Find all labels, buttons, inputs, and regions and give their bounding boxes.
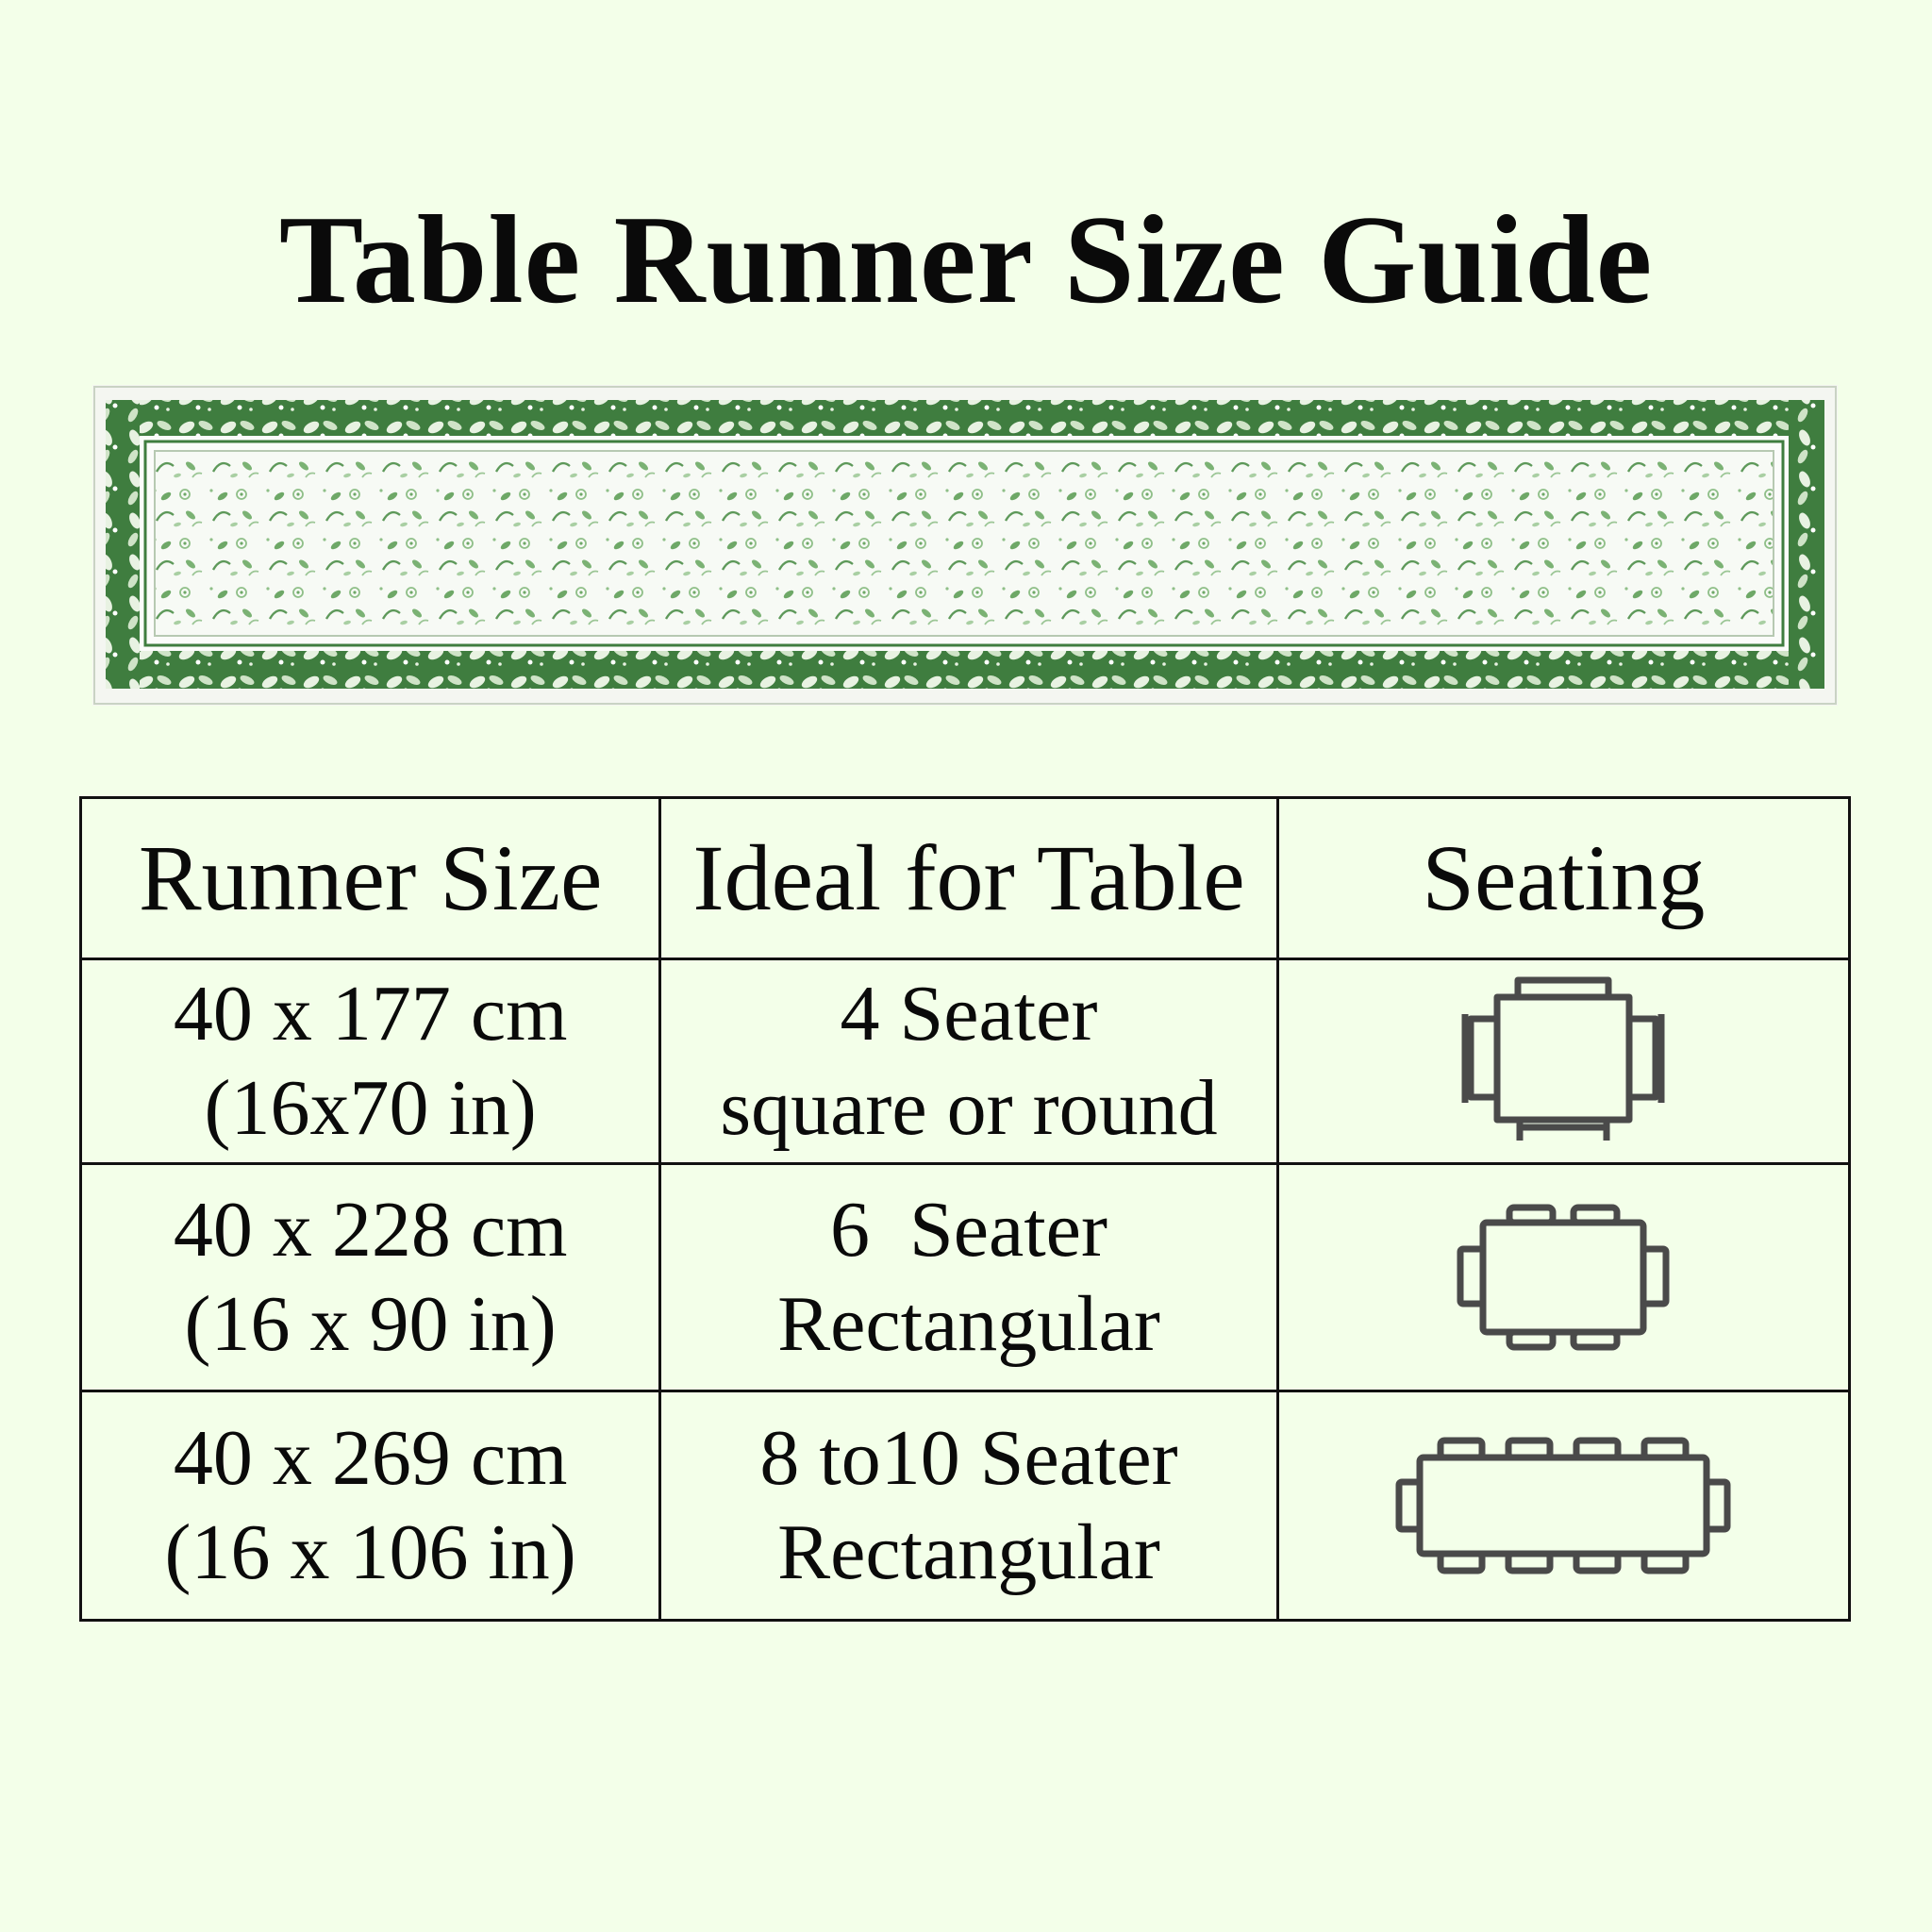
ideal-table-cell [660, 1391, 1277, 1621]
size-cm: 40 x 269 cm [173, 1414, 568, 1502]
table-row [81, 1391, 1850, 1621]
ideal-table-cell [660, 1164, 1277, 1391]
header-seating: Seating [1277, 798, 1849, 959]
four-seat-square-table-icon [1459, 976, 1667, 1146]
ideal-table-cell [660, 959, 1277, 1164]
table-header-row [81, 798, 1850, 959]
size-in: (16x70 in) [204, 1064, 537, 1152]
size-in: (16 x 106 in) [164, 1508, 576, 1596]
size-in: (16 x 90 in) [184, 1280, 557, 1368]
page-title: Table Runner Size Guide [278, 190, 1654, 329]
runner-size-cell [81, 959, 660, 1164]
seater-count: 6 Seater [830, 1186, 1108, 1274]
ten-seat-rectangular-table-icon [1393, 1435, 1733, 1576]
table-shape: Rectangular [777, 1508, 1160, 1596]
table-row [81, 1164, 1850, 1391]
size-cm: 40 x 177 cm [173, 970, 568, 1058]
table-runner-image [92, 385, 1838, 706]
table-shape: square or round [720, 1064, 1218, 1152]
six-seat-rectangular-table-icon [1455, 1202, 1672, 1353]
size-guide-table [79, 796, 1851, 1622]
runner-size-cell [81, 1391, 660, 1621]
seater-count: 8 to10 Seater [759, 1414, 1178, 1502]
seater-count: 4 Seater [840, 970, 1098, 1058]
header-runner-size: Runner Size [81, 798, 660, 959]
table-row [81, 959, 1850, 1164]
seating-cell [1277, 1164, 1849, 1391]
size-cm: 40 x 228 cm [173, 1186, 568, 1274]
seating-cell [1277, 959, 1849, 1164]
seating-cell [1277, 1391, 1849, 1621]
table-shape: Rectangular [777, 1280, 1160, 1368]
runner-size-cell [81, 1164, 660, 1391]
header-ideal-for-table: Ideal for Table [660, 798, 1277, 959]
